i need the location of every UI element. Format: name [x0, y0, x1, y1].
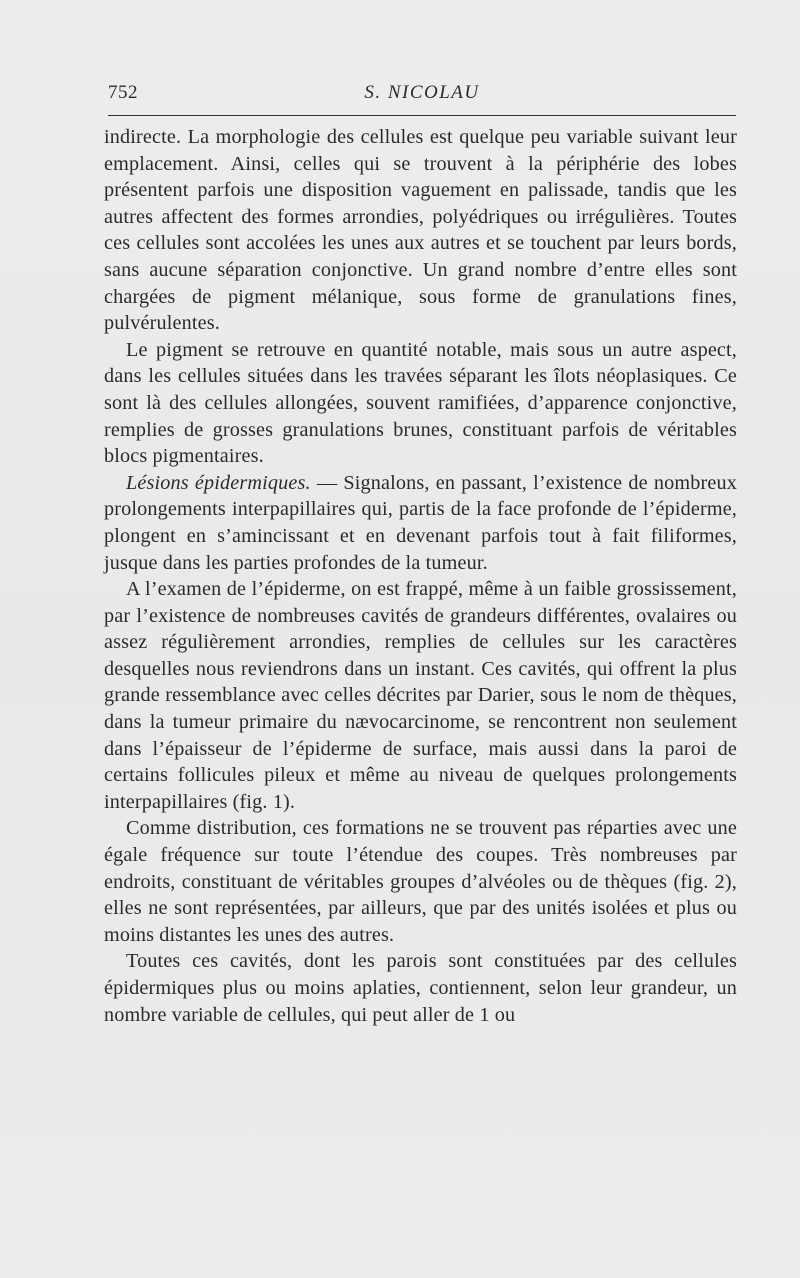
paragraph — [104, 124, 737, 337]
paragraph — [104, 470, 737, 576]
header-rule — [108, 115, 736, 116]
page-header — [108, 82, 736, 110]
paragraph-text: indirecte. La morphologie des cellules est quelque peu variable suivant leur emplacement. Ainsi, celles qui se trouvent à la périphérie des lobes présentent parfois une disposition vaguement en palissade, tandis que les autres affectent des formes arrondies, polyédriques ou irrégulières. Toutes ces cellules sont accolées les unes aux autres et se touchent par leurs bords, sans aucune séparation conjonctive. Un grand nombre d’entre elles sont chargées de pigment mélanique, sous forme de granulations fines, pulvérulentes. — [104, 126, 737, 335]
page-number: 752 — [108, 82, 138, 103]
paragraph-text: A l’examen de l’épiderme, on est frappé, même à un faible grossissement, par l’existence de nombreuses cavités de grandeurs différentes, ovalaires ou assez régulièrement arrondies, remplies de cellules sur les caractères desquelles nous reviendrons dans un instant. Ces cavités, qui offrent la plus grande ressemblance avec celles décrites par Darier, sous le nom de thèques, dans la tumeur primaire du nævocarcinome, se rencontrent non seulement dans l’épaisseur de l’épiderme de surface, mais aussi dans la paroi de certains follicules pileux et même au niveau de quelques prolongements interpapillaires (fig. 1). — [104, 578, 737, 813]
paragraph — [104, 948, 737, 1028]
paragraph-text: — Signalons, en passant, l’existence de nombreux prolongements interpapillaires qui, partis de la face profonde de l’épiderme, plongent en s’amincissant et en devenant parfois tout à fait filiformes, jusque dans les parties profondes de la tumeur. — [104, 471, 737, 574]
paragraph — [104, 337, 737, 470]
paragraph — [104, 576, 737, 815]
section-heading: Lésions épidermiques. — [126, 471, 311, 494]
body-text — [104, 124, 737, 1028]
paragraph-text: Toutes ces cavités, dont les parois sont constituées par des cellules épidermiques plus ou moins aplaties, contiennent, selon leur grandeur, un nombre variable de cellules, qui peut aller de 1 ou — [104, 950, 737, 1026]
paragraph-text: Comme distribution, ces formations ne se trouvent pas réparties avec une égale fréquence sur toute l’étendue des coupes. Très nombreuses par endroits, constituant de véritables groupes d’alvéoles ou de thèques (fig. 2), elles ne sont représentées, par ailleurs, que par des unités isolées et plus ou moins distantes les unes des autres. — [104, 817, 737, 946]
running-head: S. NICOLAU — [364, 82, 480, 103]
paragraph — [104, 815, 737, 948]
paragraph-text: Le pigment se retrouve en quantité notable, mais sous un autre aspect, dans les cellules situées dans les travées séparant les îlots néoplasiques. Ce sont là des cellules allongées, souvent ramifiées, d’apparence conjonctive, remplies de grosses granulations brunes, constituant parfois de véritables blocs pigmentaires. — [104, 338, 737, 468]
